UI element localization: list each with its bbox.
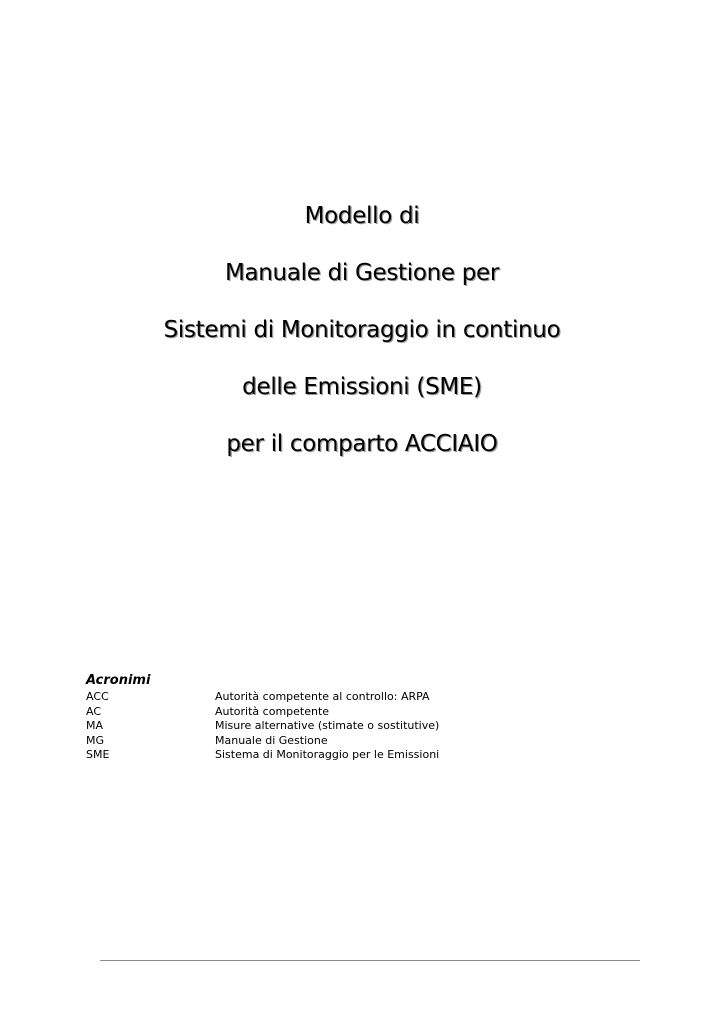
title-line-1: Modello di [304, 203, 420, 229]
footer-divider [100, 960, 640, 961]
acronym-code: SME [86, 748, 110, 762]
acronym-description: Misure alternative (stimate o sostitutive) [215, 719, 440, 733]
acronym-code: MG [86, 733, 105, 747]
document-title [0, 188, 724, 473]
title-line-5: per il comparto ACCIAIO [226, 431, 498, 457]
title-line-3: Sistemi di Monitoraggio in continuo [163, 317, 561, 343]
acronyms-section [86, 673, 646, 763]
acronym-row [86, 734, 439, 749]
acronym-description: Sistema di Monitoraggio per le Emissioni [215, 748, 440, 762]
acronyms-heading: Acronimi [86, 673, 151, 688]
title-line-4: delle Emissioni (SME) [242, 374, 482, 400]
acronym-description: Manuale di Gestione [215, 733, 328, 747]
acronym-row [86, 719, 439, 734]
acronyms-table [86, 690, 439, 763]
acronym-row [86, 690, 439, 705]
acronym-code: MA [86, 719, 104, 733]
acronym-description: Autorità competente al controllo: ARPA [215, 690, 430, 703]
acronym-row [86, 748, 439, 763]
acronym-description: Autorità competente [215, 704, 330, 718]
title-line-2: Manuale di Gestione per [224, 260, 500, 286]
acronym-code: AC [86, 704, 102, 718]
acronym-code: ACC [86, 690, 109, 703]
acronym-row [86, 705, 439, 720]
